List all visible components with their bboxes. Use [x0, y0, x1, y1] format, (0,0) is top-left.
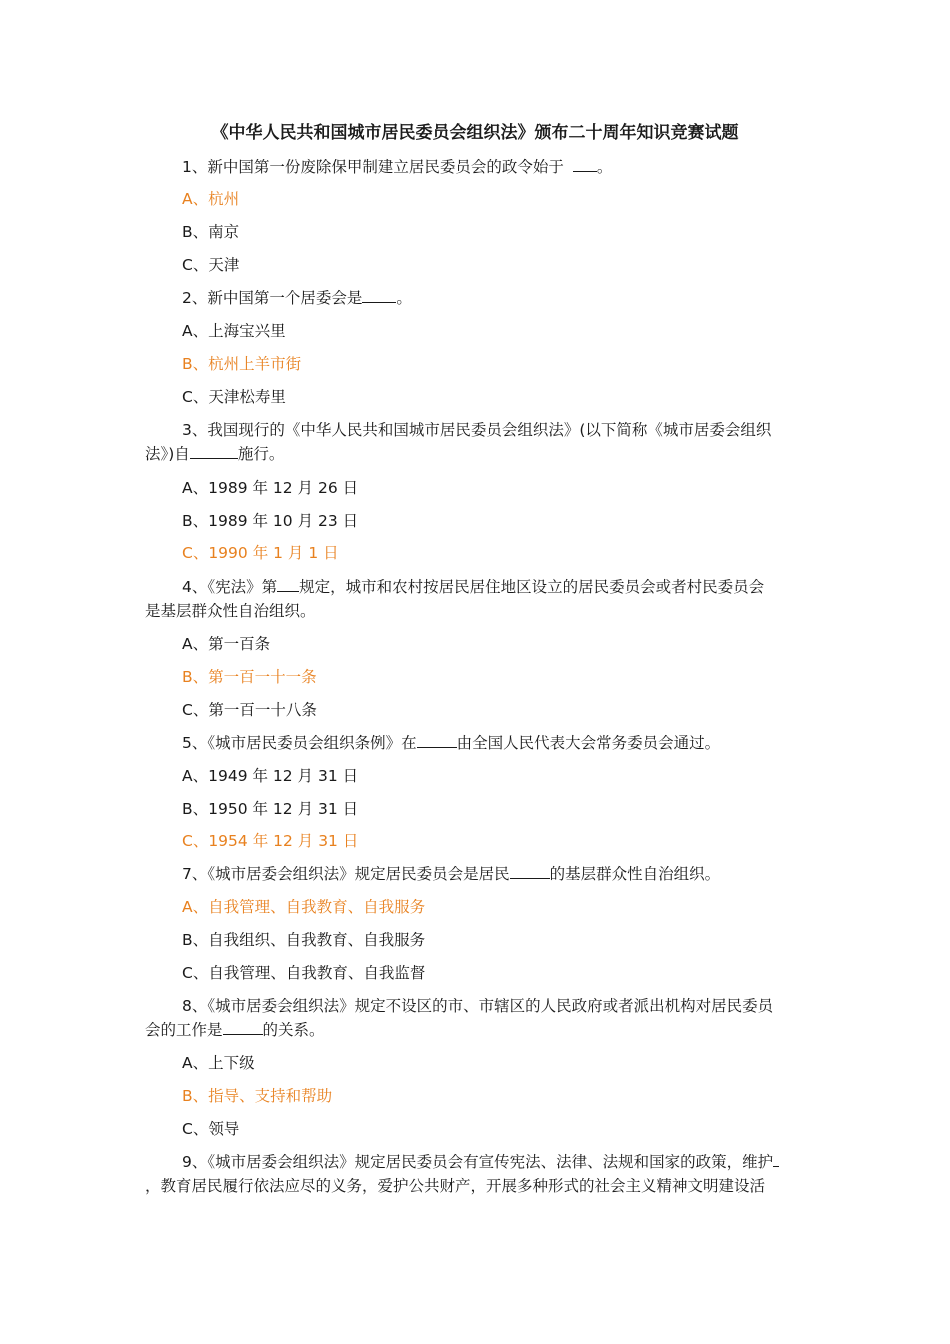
question-3-cont-post: 施行。 [237, 445, 285, 463]
question-5-stem-pre: 5、《城市居民委员会组织条例》在 [182, 734, 417, 752]
answer-blank [417, 732, 457, 748]
question-7-stem-pre: 7、《城市居委会组织法》规定居民委员会是居民 [182, 865, 510, 883]
option-4c: C、第一百一十八条 [182, 701, 317, 719]
option-3b: B、1989 年 10 月 23 日 [182, 512, 359, 530]
option-1b: B、南京 [182, 223, 240, 241]
question-8: 8、《城市居委会组织法》规定不设区的市、市辖区的人民政府或者派出机构对居民委员 [182, 997, 774, 1015]
question-4-stem-pre: 4、《宪法》第 [182, 578, 278, 596]
option-3c-correct: C、1990 年 1 月 1 日 [182, 544, 339, 562]
option-2c: C、天津松寿里 [182, 388, 286, 406]
question-5 [182, 731, 720, 755]
question-3-continuation [145, 442, 284, 466]
question-7 [182, 862, 720, 886]
option-4a: A、第一百条 [182, 635, 271, 653]
question-1-tail: 。 [596, 158, 613, 176]
question-9-continuation: ，教育居民履行依法应尽的义务，爱护公共财产，开展多种形式的社会主义精神文明建设活 [145, 1177, 766, 1195]
option-5c-correct: C、1954 年 12 月 31 日 [182, 832, 359, 850]
question-8-cont-post: 的关系。 [262, 1021, 325, 1039]
document-title: 《中华人民共和国城市居民委员会组织法》颁布二十周年知识竞赛试题 [211, 123, 739, 143]
question-1-stem: 1、新中国第一份废除保甲制建立居民委员会的政令始于 [182, 158, 564, 176]
answer-blank [277, 576, 299, 592]
question-4-stem-post: 规定，城市和农村按居民居住地区设立的居民委员会或者村民委员会 [299, 578, 765, 596]
answer-blank [362, 287, 396, 303]
question-3-cont-pre: 法》)自 [145, 445, 190, 463]
question-7-stem-post: 的基层群众性自治组织。 [549, 865, 721, 883]
answer-blank [190, 443, 238, 459]
option-8a: A、上下级 [182, 1054, 255, 1072]
option-1c: C、天津 [182, 256, 240, 274]
question-1 [182, 155, 612, 179]
question-3: 3、我国现行的《中华人民共和国城市居民委员会组织法》(以下简称《城市居委会组织 [182, 421, 772, 439]
question-8-cont-pre: 会的工作是 [145, 1021, 223, 1039]
option-2a: A、上海宝兴里 [182, 322, 286, 340]
question-2-stem: 2、新中国第一个居委会是 [182, 289, 363, 307]
option-7a-correct: A、自我管理、自我教育、自我服务 [182, 898, 426, 916]
option-8c: C、领导 [182, 1120, 240, 1138]
question-9-stem: 9、《城市居委会组织法》规定居民委员会有宣传宪法、法律、法规和国家的政策，维护 [182, 1153, 774, 1171]
answer-blank [773, 1151, 779, 1167]
question-4-continuation: 是基层群众性自治组织。 [145, 602, 316, 620]
option-5a: A、1949 年 12 月 31 日 [182, 767, 359, 785]
answer-blank [510, 863, 550, 879]
question-2 [182, 286, 412, 310]
question-4 [182, 575, 764, 599]
option-7b: B、自我组织、自我教育、自我服务 [182, 931, 426, 949]
answer-blank [573, 156, 597, 172]
option-4b-correct: B、第一百一十一条 [182, 668, 317, 686]
option-2b-correct: B、杭州上羊市街 [182, 355, 302, 373]
option-5b: B、1950 年 12 月 31 日 [182, 800, 359, 818]
question-9 [182, 1150, 779, 1174]
option-1a-correct: A、杭州 [182, 190, 240, 208]
option-8b-correct: B、指导、支持和帮助 [182, 1087, 333, 1105]
answer-blank [223, 1019, 263, 1035]
question-2-tail: 。 [396, 289, 412, 307]
question-5-stem-post: 由全国人民代表大会常务委员会通过。 [456, 734, 721, 752]
option-7c: C、自我管理、自我教育、自我监督 [182, 964, 426, 982]
option-3a: A、1989 年 12 月 26 日 [182, 479, 359, 497]
question-8-continuation [145, 1018, 325, 1042]
